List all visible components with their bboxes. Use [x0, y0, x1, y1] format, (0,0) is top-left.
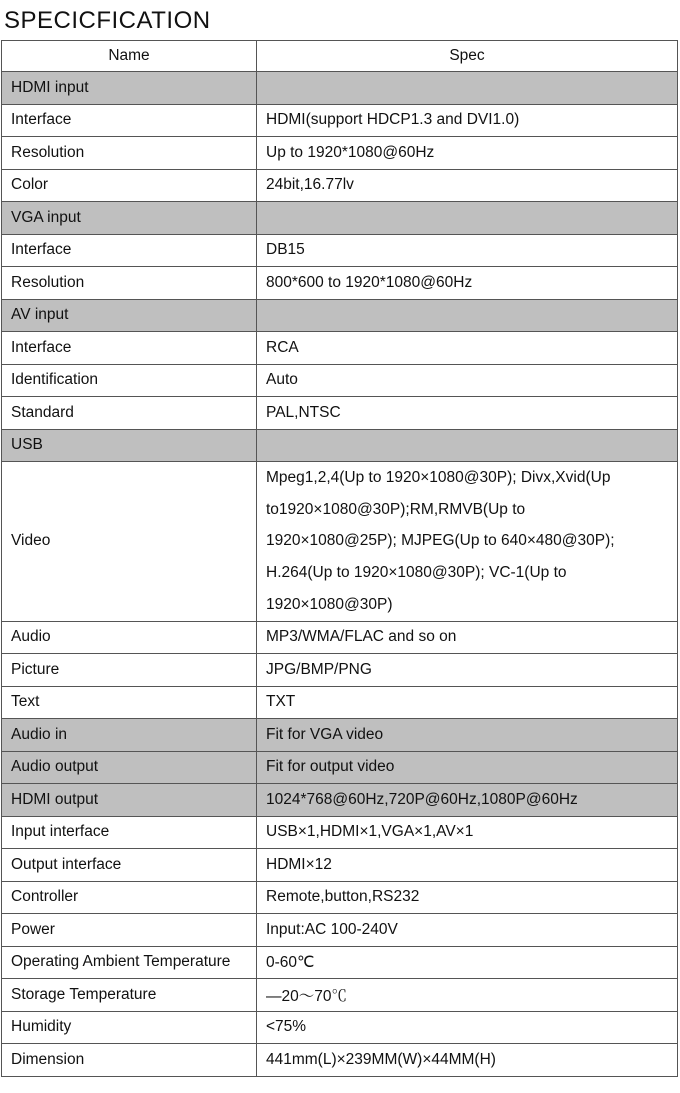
- table-row: [2, 137, 678, 170]
- row-name-cell: Controller: [2, 881, 257, 914]
- row-name-cell: HDMI input: [2, 72, 257, 105]
- row-name-cell: Audio: [2, 621, 257, 654]
- row-name-cell: Interface: [2, 234, 257, 267]
- row-name-cell: Humidity: [2, 1011, 257, 1044]
- table-row: [2, 364, 678, 397]
- row-spec-cell: —20～70℃: [257, 979, 678, 1012]
- section-row: [2, 72, 678, 105]
- row-name-cell: Standard: [2, 397, 257, 430]
- row-spec-cell: RCA: [257, 332, 678, 365]
- row-spec-cell: HDMI(support HDCP1.3 and DVI1.0): [257, 104, 678, 137]
- row-spec-cell: JPG/BMP/PNG: [257, 654, 678, 687]
- row-spec-cell: 1024*768@60Hz,720P@60Hz,1080P@60Hz: [257, 784, 678, 817]
- table-row: [2, 462, 678, 622]
- table-row: [2, 816, 678, 849]
- section-row: [2, 429, 678, 462]
- table-row: [2, 104, 678, 137]
- table-row: [2, 332, 678, 365]
- section-row: [2, 751, 678, 784]
- row-spec-cell: 0-60℃: [257, 946, 678, 979]
- spec-table: [1, 40, 678, 1077]
- row-spec-cell: DB15: [257, 234, 678, 267]
- row-spec-cell: Fit for output video: [257, 751, 678, 784]
- row-spec-cell: 24bit,16.77lv: [257, 169, 678, 202]
- row-spec-cell: Up to 1920*1080@60Hz: [257, 137, 678, 170]
- section-row: [2, 299, 678, 332]
- row-spec-cell: TXT: [257, 686, 678, 719]
- row-spec-cell: [257, 429, 678, 462]
- row-spec-cell: MP3/WMA/FLAC and so on: [257, 621, 678, 654]
- row-name-cell: AV input: [2, 299, 257, 332]
- table-row: [2, 654, 678, 687]
- row-name-cell: Audio output: [2, 751, 257, 784]
- row-spec-cell: USB×1,HDMI×1,VGA×1,AV×1: [257, 816, 678, 849]
- row-name-cell: Dimension: [2, 1044, 257, 1077]
- table-row: [2, 397, 678, 430]
- row-spec-cell: [257, 462, 678, 622]
- row-spec-cell: PAL,NTSC: [257, 397, 678, 430]
- section-row: [2, 719, 678, 752]
- table-row: [2, 1011, 678, 1044]
- row-name-cell: Text: [2, 686, 257, 719]
- section-row: [2, 202, 678, 235]
- column-header-spec: Spec: [257, 41, 678, 72]
- table-row: [2, 979, 678, 1012]
- table-header-row: [2, 41, 678, 72]
- section-row: [2, 784, 678, 817]
- row-name-cell: Operating Ambient Temperature: [2, 946, 257, 979]
- row-name-cell: Audio in: [2, 719, 257, 752]
- table-row: [2, 946, 678, 979]
- table-row: [2, 1044, 678, 1077]
- row-spec-cell: HDMI×12: [257, 849, 678, 882]
- row-name-cell: Storage Temperature: [2, 979, 257, 1012]
- row-spec-cell: 441mm(L)×239MM(W)×44MM(H): [257, 1044, 678, 1077]
- row-spec-cell: Auto: [257, 364, 678, 397]
- row-spec-cell: <75%: [257, 1011, 678, 1044]
- row-name-cell: Video: [2, 462, 257, 622]
- row-name-cell: Interface: [2, 104, 257, 137]
- row-spec-cell: [257, 299, 678, 332]
- table-row: [2, 914, 678, 947]
- table-row: [2, 234, 678, 267]
- spec-table-body: [2, 72, 678, 1077]
- spec-line: 1920×1080@30P): [266, 595, 393, 613]
- row-name-cell: Interface: [2, 332, 257, 365]
- row-spec-cell: Fit for VGA video: [257, 719, 678, 752]
- table-row: [2, 621, 678, 654]
- row-name-cell: VGA input: [2, 202, 257, 235]
- row-spec-cell: [257, 202, 678, 235]
- row-name-cell: HDMI output: [2, 784, 257, 817]
- row-name-cell: Color: [2, 169, 257, 202]
- row-spec-cell: 800*600 to 1920*1080@60Hz: [257, 267, 678, 300]
- row-name-cell: Output interface: [2, 849, 257, 882]
- spec-line: Mpeg1,2,4(Up to 1920×1080@30P); Divx,Xvid(Up: [266, 469, 611, 486]
- table-row: [2, 849, 678, 882]
- row-spec-cell: Remote,button,RS232: [257, 881, 678, 914]
- table-row: [2, 686, 678, 719]
- spec-line: H.264(Up to 1920×1080@30P); VC-1(Up to: [266, 564, 567, 582]
- table-row: [2, 267, 678, 300]
- row-name-cell: Input interface: [2, 816, 257, 849]
- table-row: [2, 881, 678, 914]
- row-name-cell: USB: [2, 429, 257, 462]
- row-spec-cell: Input:AC 100-240V: [257, 914, 678, 947]
- spec-line: to1920×1080@30P);RM,RMVB(Up to: [266, 500, 526, 518]
- table-row: [2, 169, 678, 202]
- row-name-cell: Power: [2, 914, 257, 947]
- row-name-cell: Picture: [2, 654, 257, 687]
- column-header-name: Name: [2, 41, 257, 72]
- row-name-cell: Resolution: [2, 267, 257, 300]
- row-spec-cell: [257, 72, 678, 105]
- row-name-cell: Resolution: [2, 137, 257, 170]
- page-title: SPECICFICATION: [4, 7, 211, 34]
- row-name-cell: Identification: [2, 364, 257, 397]
- spec-line: 1920×1080@25P); MJPEG(Up to 640×480@30P);: [266, 532, 615, 550]
